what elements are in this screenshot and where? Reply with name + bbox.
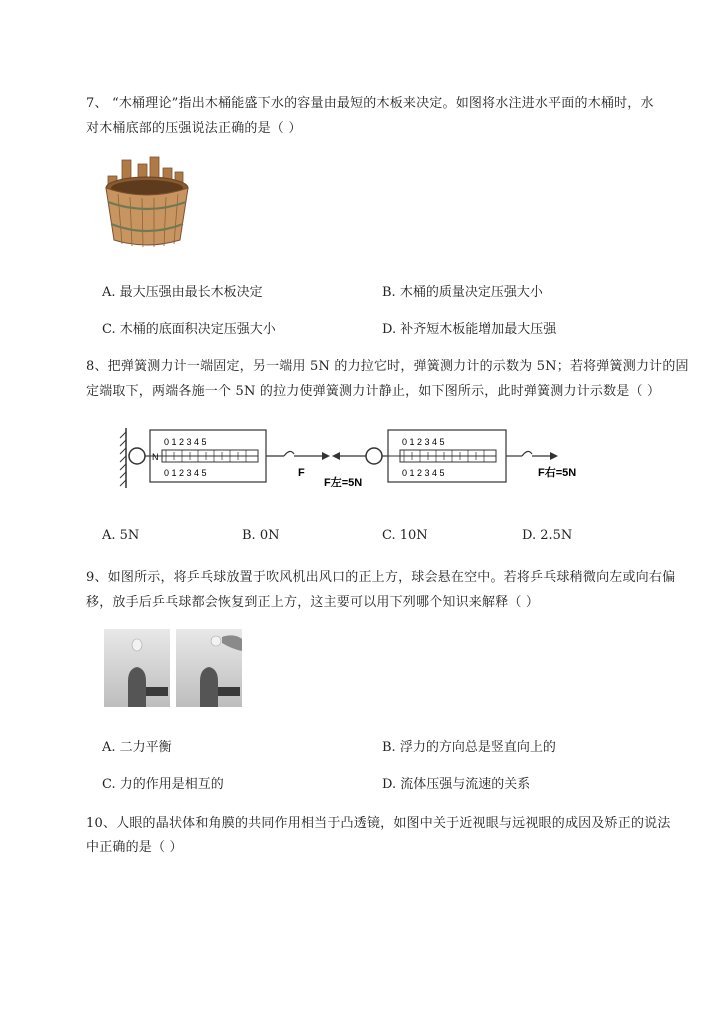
q10-stem-line2: 中正确的是（ ） — [86, 840, 183, 855]
q9-option-c[interactable]: C. 力的作用是相互的 — [102, 777, 224, 792]
q9-option-b[interactable]: B. 浮力的方向总是竖直向上的 — [382, 740, 556, 755]
q8-option-c[interactable]: C. 10N — [382, 528, 428, 543]
wooden-bucket-figure — [100, 152, 195, 252]
hair-dryer-photos-figure — [104, 629, 242, 707]
q8-stem-line1: 8、把弹簧测力计一端固定，另一端用 5N 的力拉它时，弹簧测力计的示数为 5N；若将弹簧测力计的固 — [86, 359, 689, 374]
q7-option-d[interactable]: D. 补齐短木板能增加最大压强 — [382, 322, 557, 337]
q9-stem-line2: 移，放手后乒乓球都会恢复到正上方，这主要可以用下列哪个知识来解释（ ） — [86, 595, 540, 610]
right-scale-top-numbers: 0 1 2 3 4 5 — [402, 437, 445, 447]
q8-option-b[interactable]: B. 0N — [242, 528, 280, 543]
force-f-label: F — [298, 467, 305, 479]
q8-stem-line2: 定端取下，两端各施一个 5N 的拉力使弹簧测力计静止，如下图所示，此时弹簧测力计示数是（ ） — [86, 384, 661, 399]
left-scale-bottom-numbers: 0 1 2 3 4 5 — [164, 468, 207, 478]
q8-option-a[interactable]: A. 5N — [102, 528, 140, 543]
right-scale-bottom-numbers: 0 1 2 3 4 5 — [402, 468, 445, 478]
q7-option-c[interactable]: C. 木桶的底面积决定压强大小 — [102, 322, 276, 337]
q7-stem-line1: 7、 “木桶理论”指出木桶能盛下水的容量由最短的木板来决定。如图将水注进水平面的木桶时，水 — [86, 96, 654, 111]
spring-scale-figure — [118, 420, 598, 495]
q7-option-a[interactable]: A. 最大压强由最长木板决定 — [102, 285, 263, 300]
force-right-label: F右=5N — [538, 467, 577, 479]
left-scale-n-label: N — [152, 452, 159, 462]
q7-stem-line2: 对木桶底部的压强说法正确的是（ ） — [86, 121, 302, 136]
q7-option-b[interactable]: B. 木桶的质量决定压强大小 — [382, 285, 543, 300]
force-left-label: F左=5N — [324, 477, 363, 489]
q9-option-d[interactable]: D. 流体压强与流速的关系 — [382, 777, 531, 792]
left-scale-top-numbers: 0 1 2 3 4 5 — [164, 437, 207, 447]
q9-stem-line1: 9、如图所示，将乒乓球放置于吹风机出风口的正上方，球会悬在空中。若将乒乓球稍微向左或向右偏 — [86, 570, 676, 585]
q10-stem-line1: 10、人眼的晶状体和角膜的共同作用相当于凸透镜，如图中关于近视眼与远视眼的成因及矫正的说法 — [86, 816, 671, 831]
q9-option-a[interactable]: A. 二力平衡 — [102, 740, 172, 755]
q8-option-d[interactable]: D. 2.5N — [522, 528, 573, 543]
